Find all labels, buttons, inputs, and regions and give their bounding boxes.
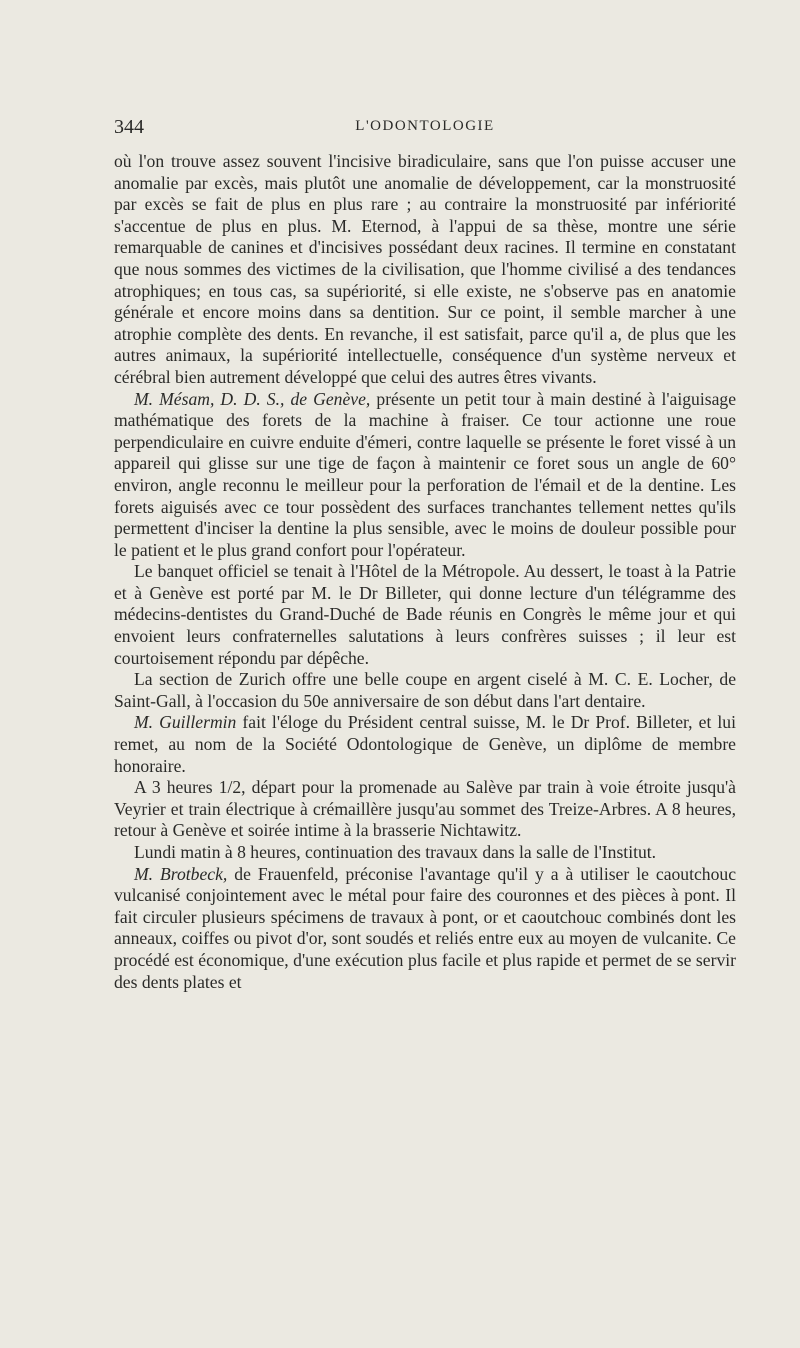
paragraph-text: présente un petit tour à main destiné à l'aiguisage mathématique des forets de la machine à fraiser. Ce tour actionne une roue perpendiculaire en cuivre enduite d'émeri, contre laquelle se présente le foret vissé à un appareil qui glisse sur une tige de façon à maintenir ce foret sous un angle de 60° environ, angle reconnu le meilleur pour la perforation de l'émail et de la dentine. Les forets aiguisés avec ce tour possèdent des surfaces tranchantes tellement nettes qu'ils permettent d'inciser la dentine la plus sensible, avec le moins de douleur possible pour le patient et le plus grand confort pour l'opérateur.	[114, 388, 736, 560]
running-title: L'ODONTOLOGIE	[355, 118, 495, 134]
paragraph	[114, 151, 736, 389]
paragraph-text: A 3 heures 1/2, départ pour la promenade au Salève par train à voie étroite jusqu'à Veyrier et train électrique à crémaillère jusqu'au sommet des Treize-Arbres. A 8 heures, retour à Genève et soirée intime à la brasserie Nichtawitz.	[114, 777, 736, 841]
paragraph-text: fait l'éloge du Président central suisse, M. le Dr Prof. Billeter, et lui remet, au nom de la Société Odontologique de Genève, un diplôme de membre honoraire.	[114, 712, 736, 776]
paragraph	[114, 561, 736, 669]
paragraph-text: où l'on trouve assez souvent l'incisive biradiculaire, sans que l'on puisse accuser une anomalie par excès, mais plutôt une anomalie de développement, car la monstruosité par excès se fait de plus en plus rare ; au contraire la monstruosité par infériorité s'accentue de plus en plus. M. Eternod, à l'appui de sa thèse, montre une série remarquable de canines et d'incisives possédant deux racines. Il termine en constatant que nous sommes des victimes de la civilisation, que l'homme civilisé a des tendances atrophiques; en tous cas, sa supériorité, si elle existe, ne s'observe pas en anatomie générale et encore moins dans sa dentition. Sur ce point, il semble marcher à une atrophie complète des dents. En revanche, il est satisfait, parce qu'il a, de plus que les autres animaux, la supériorité intellectuelle, conséquence d'un système nerveux et cérébral bien autrement développé que celui des autres êtres vivants.	[114, 151, 736, 387]
paragraph-text: La section de Zurich offre une belle coupe en argent ciselé à M. C. E. Locher, de Saint-Gall, à l'occasion du 50e anniversaire de son début dans l'art dentaire.	[114, 669, 736, 711]
paragraph-text: Lundi matin à 8 heures, continuation des travaux dans la salle de l'Institut.	[134, 842, 657, 862]
paragraph	[114, 842, 736, 864]
speaker-name: M. Mésam, D. D. S., de Genève,	[134, 388, 371, 409]
body-text	[114, 151, 736, 993]
paragraph	[114, 712, 736, 777]
speaker-name: M. Guillermin	[134, 712, 237, 733]
speaker-name: M. Brotbeck,	[134, 863, 228, 884]
paragraph	[114, 669, 736, 712]
paragraph	[114, 864, 736, 994]
paragraph-text: de Frauenfeld, préconise l'avantage qu'il y a à utiliser le caoutchouc vulcanisé conjointement avec le métal pour faire des couronnes et des pièces à pont. Il fait circuler plusieurs spécimens de travaux à pont, or et caoutchouc combinés dont les anneaux, coiffes ou pivot d'or, sont soudés et reliés entre eux au moyen de vulcanite. Ce procédé est économique, d'une exécution plus facile et plus rapide et permet de se servir des dents plates et	[114, 863, 737, 992]
page-number: 344	[114, 116, 144, 138]
paragraph	[114, 389, 736, 562]
paragraph	[114, 777, 736, 842]
paragraph-text: Le banquet officiel se tenait à l'Hôtel de la Métropole. Au dessert, le toast à la Patrie et à Genève est porté par M. le Dr Billeter, qui donne lecture d'un télégramme des médecins-dentistes du Grand-Duché de Bade réunis en Congrès le même jour et qui envoient leurs confraternelles salutations à leurs confrères suisses ; il leur est courtoisement répondu par dépêche.	[114, 561, 736, 668]
page-header	[114, 116, 736, 140]
